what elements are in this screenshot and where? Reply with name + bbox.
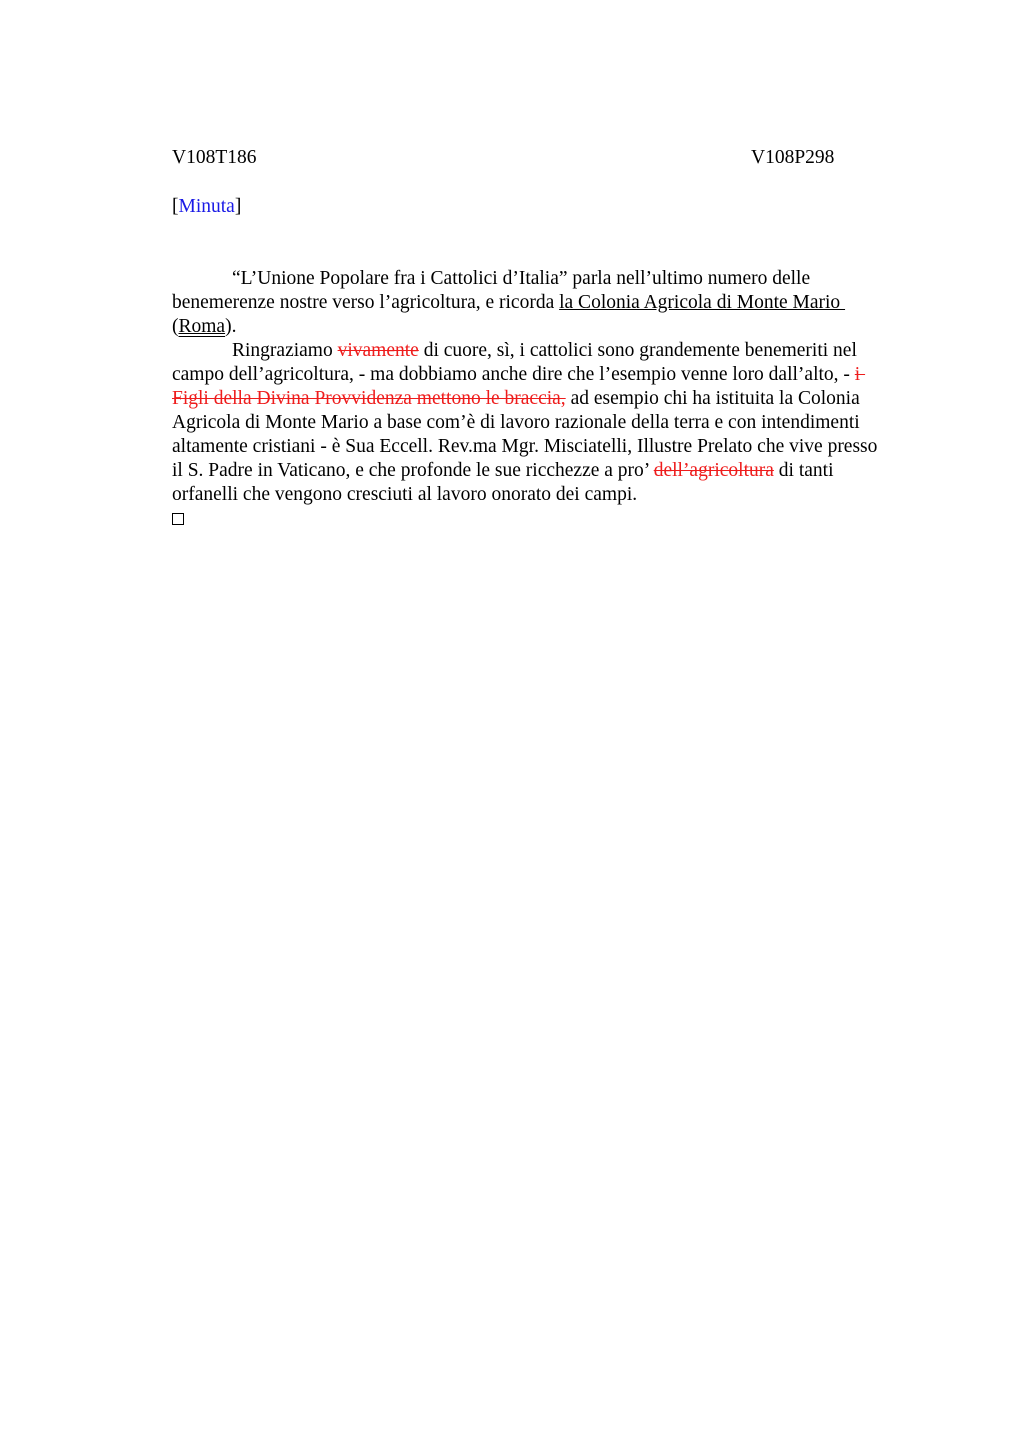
document-page <box>172 146 924 532</box>
paragraph-1-line-3 <box>172 315 924 339</box>
open-bracket: [ <box>172 196 179 217</box>
paragraph-2-line-1 <box>172 339 924 363</box>
paragraph-2 <box>172 339 924 507</box>
deleted-i: i <box>854 364 866 385</box>
text-ad-esempio: ad esempio chi ha istituita la Colonia <box>565 388 860 409</box>
text-il-s-padre: il S. Padre in Vaticano, e che profonde le sue ricchezze a pro’ <box>172 460 654 481</box>
paragraph-2-line-6 <box>172 459 924 483</box>
underlined-roma: Roma <box>178 316 226 337</box>
paragraph-2-line-4: Agricola di Monte Mario a base com’è di lavoro razionale della terra e con intendimenti <box>172 412 860 433</box>
close-bracket: ] <box>234 196 242 217</box>
paragraph-1-line-2 <box>172 291 924 315</box>
letter-body <box>172 267 924 532</box>
deleted-vivamente: vivamente <box>337 340 419 361</box>
document-code-right: V108P298 <box>751 147 835 168</box>
document-code-left: V108T186 <box>172 147 257 168</box>
open-paren: ( <box>172 316 179 337</box>
text-di-tanti: di tanti <box>773 460 834 481</box>
paragraph-1-line-1: “L’Unione Popolare fra i Cattolici d’Italia” parla nell’ultimo numero delle <box>232 268 811 289</box>
text-ringraziamo: Ringraziamo <box>232 340 338 361</box>
paragraph-2-line-2 <box>172 363 924 387</box>
paragraph-1 <box>172 267 924 339</box>
paragraph-1-text: benemerenze nostre verso l’agricoltura, e ricorda <box>172 292 560 313</box>
header-codes <box>172 146 924 170</box>
text-di-cuore: di cuore, sì, i cattolici sono grandemente benemeriti nel <box>418 340 857 361</box>
paragraph-2-line-5: altamente cristiani - è Sua Eccell. Rev.ma Mgr. Misciatelli, Illustre Prelato che vive presso <box>172 436 878 457</box>
text-campo: campo dell’agricoltura, - ma dobbiamo anche dire che l’esempio venne loro dall’alto, - <box>172 364 855 385</box>
close-paren: ). <box>225 316 237 337</box>
deleted-figli-della-divina-provvidenza: Figli della Divina Provvidenza mettono le braccia, <box>172 388 566 409</box>
end-mark <box>172 507 924 532</box>
underlined-colonia-agricola: la Colonia Agricola di Monte Mario <box>559 292 846 313</box>
end-square-icon <box>172 513 184 525</box>
paragraph-2-line-3 <box>172 387 924 411</box>
minuta-label <box>172 195 924 219</box>
paragraph-2-line-7: orfanelli che vengono cresciuti al lavoro onorato dei campi. <box>172 484 638 505</box>
minuta-text: Minuta <box>178 196 235 217</box>
deleted-dell-agricoltura: dell’agricoltura <box>653 460 774 481</box>
